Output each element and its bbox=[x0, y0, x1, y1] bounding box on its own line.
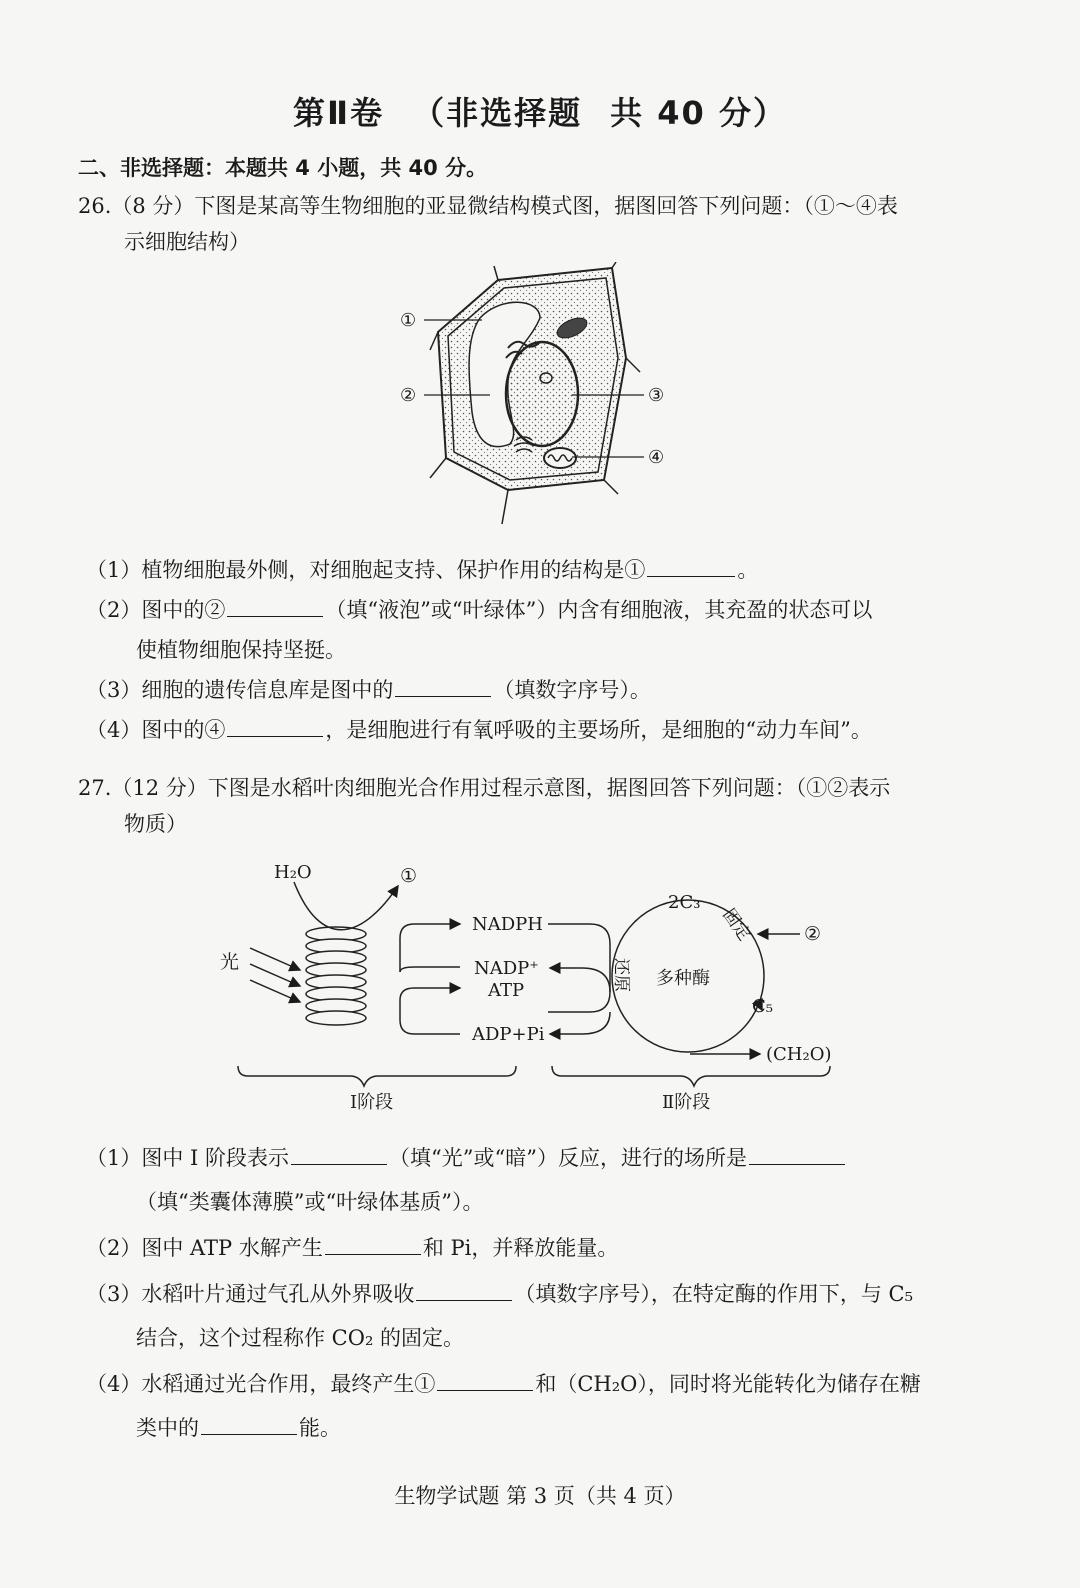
stage1-brace bbox=[238, 1066, 516, 1086]
label-input2: ② bbox=[804, 923, 822, 945]
label-nadp: NADP⁺ bbox=[474, 958, 539, 979]
q27-sub2: （2）图中 ATP 水解产生 和 Pi，并释放能量。 bbox=[86, 1236, 619, 1260]
label-fixation: 固定 bbox=[718, 905, 755, 945]
label-light: 光 bbox=[220, 951, 240, 973]
q27-sub4-blank2[interactable] bbox=[201, 1414, 297, 1435]
page-footer: 生物学试题 第 3 页（共 4 页） bbox=[394, 1484, 686, 1508]
q27-sub3-blank[interactable] bbox=[416, 1280, 512, 1301]
q27-sub1-blank1[interactable] bbox=[291, 1144, 387, 1165]
q27-sub4-blank1[interactable] bbox=[437, 1370, 533, 1391]
q26-sub2-cont: 使植物细胞保持坚挺。 bbox=[136, 638, 346, 662]
title-score: 共 40 分） bbox=[610, 94, 787, 132]
title-type: （非选择题 bbox=[412, 94, 583, 132]
page-title bbox=[0, 88, 1080, 134]
q27-sub2-blank[interactable] bbox=[325, 1234, 421, 1255]
label-reduction: 还原 bbox=[611, 958, 631, 992]
q26-sub4: （4）图中的④ ，是细胞进行有氧呼吸的主要场所，是细胞的“动力车间”。 bbox=[86, 718, 872, 742]
q27-stem-line2: 物质） bbox=[124, 812, 187, 836]
label-water: H₂O bbox=[274, 862, 312, 883]
label-stage2: Ⅱ阶段 bbox=[662, 1092, 711, 1113]
title-volume: 第Ⅱ卷 bbox=[293, 94, 385, 132]
q27-sub3: （3）水稻叶片通过气孔从外界吸收 （填数字序号），在特定酶的作用下，与 C₅ bbox=[86, 1282, 914, 1306]
label-sugar: (CH₂O) bbox=[766, 1044, 832, 1065]
label-adp: ADP+Pi bbox=[472, 1024, 545, 1045]
label-product1: ① bbox=[400, 865, 418, 887]
cell-label-3: ③ bbox=[648, 385, 665, 406]
label-stage1: Ⅰ阶段 bbox=[350, 1092, 394, 1113]
cell-label-2: ② bbox=[400, 385, 417, 406]
nucleus bbox=[506, 342, 578, 446]
cell-label-4: ④ bbox=[648, 447, 665, 468]
label-atp: ATP bbox=[488, 980, 525, 1001]
label-enzymes: 多种酶 bbox=[656, 968, 710, 989]
section-heading: 二、非选择题：本题共 4 小题，共 40 分。 bbox=[78, 156, 488, 180]
q27-sub4-cont: 类中的 能。 bbox=[136, 1416, 341, 1440]
cell-label-1: ① bbox=[400, 310, 417, 331]
q26-stem-line2: 示细胞结构） bbox=[124, 230, 250, 254]
q27-sub1: （1）图中 Ⅰ 阶段表示 （填“光”或“暗”）反应，进行的场所是 bbox=[86, 1142, 847, 1172]
label-c5: C₅ bbox=[752, 996, 773, 1017]
q27-sub4: （4）水稻通过光合作用，最终产生① 和（CH₂O），同时将光能转化为储存在糖 bbox=[86, 1372, 921, 1396]
q27-sub1-blank2[interactable] bbox=[749, 1144, 845, 1165]
q26-sub3-blank[interactable] bbox=[395, 676, 491, 697]
q27-stem-line1: 27.（12 分）下图是水稻叶肉细胞光合作用过程示意图，据图回答下列问题：（①②表示 bbox=[78, 776, 891, 800]
label-c3: 2C₃ bbox=[668, 892, 701, 913]
q27-sub1-cont: （填“类囊体薄膜”或“叶绿体基质”）。 bbox=[136, 1190, 484, 1214]
q26-stem-line1: 26.（8 分）下图是某高等生物细胞的亚显微结构模式图，据图回答下列问题：（①～④表 bbox=[78, 194, 898, 218]
q26-sub1: （1）植物细胞最外侧，对细胞起支持、保护作用的结构是① 。 bbox=[86, 558, 759, 582]
label-nadph: NADPH bbox=[472, 914, 543, 935]
plant-cell-diagram bbox=[390, 262, 690, 532]
photosynthesis-diagram bbox=[210, 852, 850, 1120]
q26-sub3: （3）细胞的遗传信息库是图中的 （填数字序号）。 bbox=[86, 678, 651, 702]
q26-sub2-blank[interactable] bbox=[227, 596, 323, 617]
q26-sub1-blank[interactable] bbox=[647, 556, 735, 577]
q27-sub3-cont: 结合，这个过程称作 CO₂ 的固定。 bbox=[136, 1326, 465, 1350]
q26-sub2: （2）图中的② （填“液泡”或“叶绿体”）内含有细胞液，其充盈的状态可以 bbox=[86, 598, 873, 622]
thylakoid-stack bbox=[306, 927, 366, 1025]
stage2-brace bbox=[552, 1066, 830, 1086]
q26-sub4-blank[interactable] bbox=[227, 716, 323, 737]
